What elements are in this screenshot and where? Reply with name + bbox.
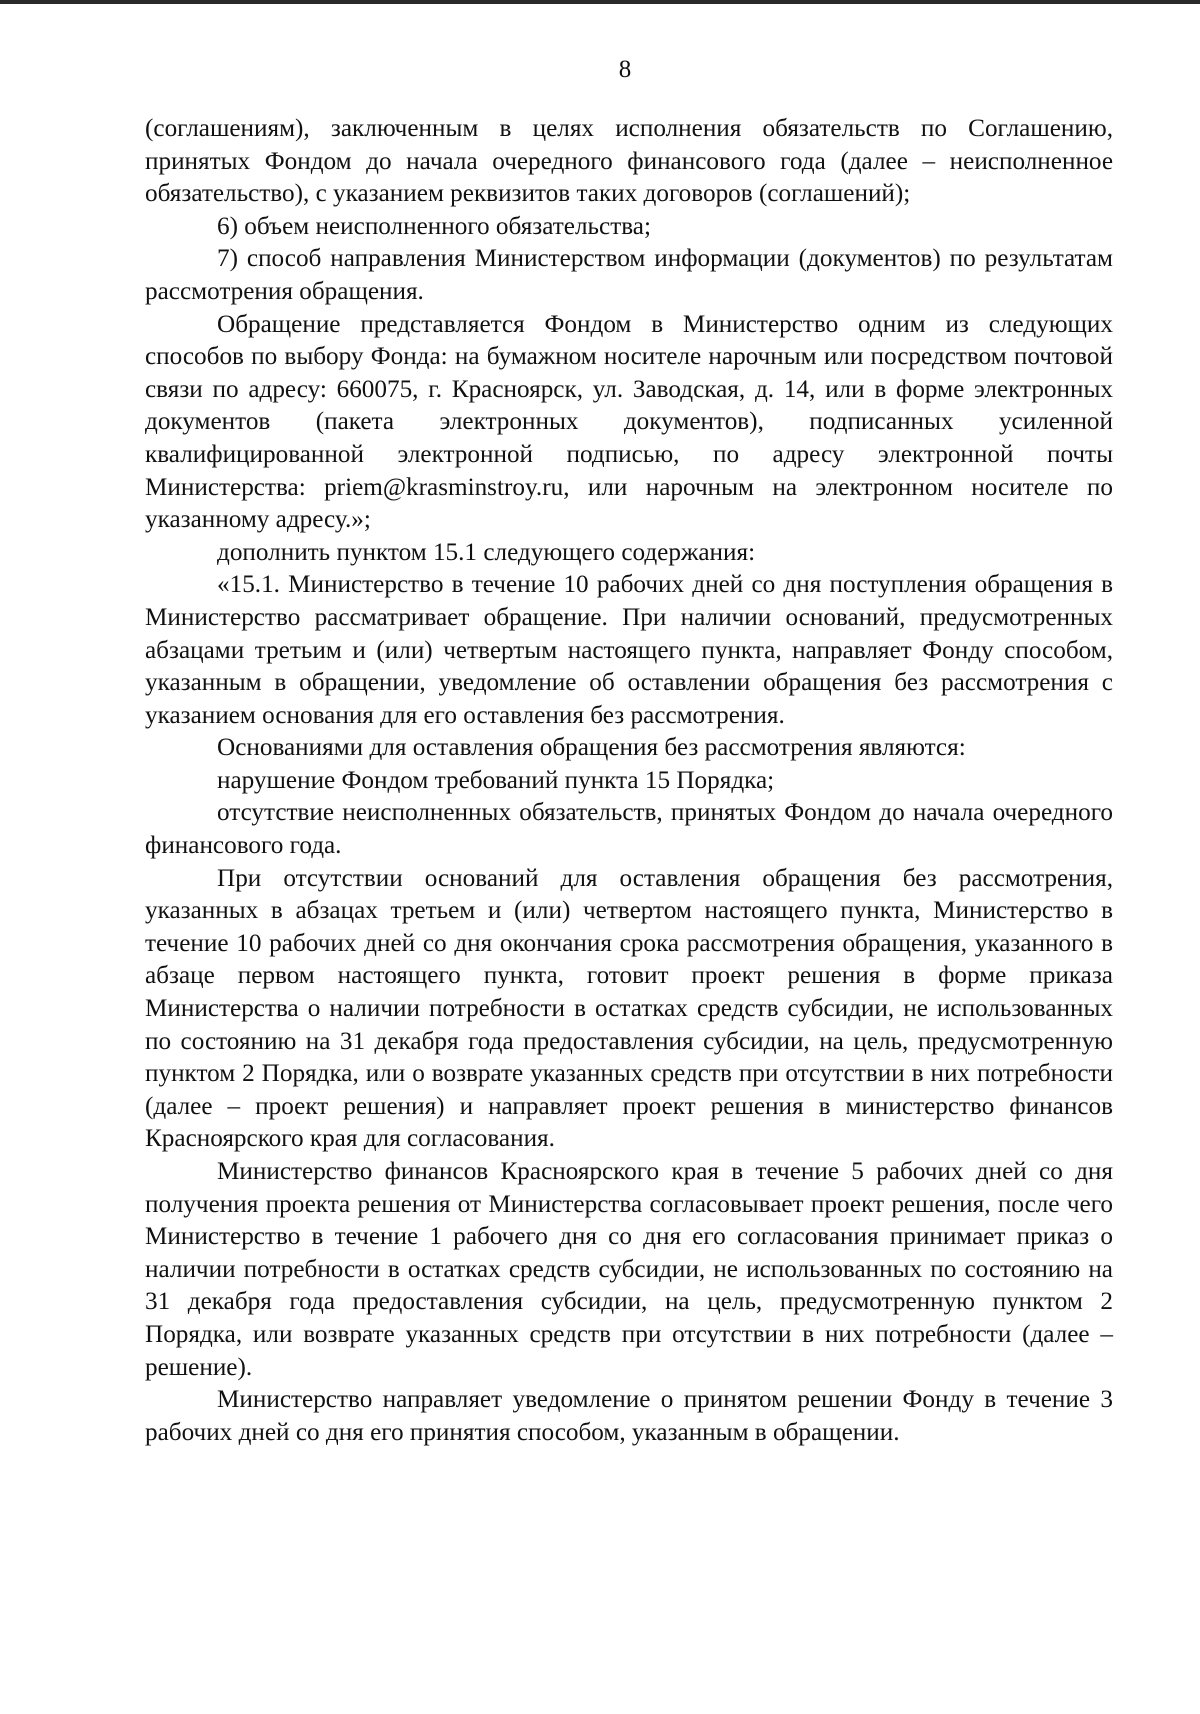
paragraph-notification: Министерство направляет уведомление о принятом решении Фонду в течение 3 рабочих дней со дня его принятия способом, указанным в обращении.	[145, 1386, 1113, 1446]
scan-top-edge	[0, 0, 1200, 4]
paragraph-item-6: 6) объем неисполненного обязательства;	[217, 212, 651, 240]
paragraph-amendment-intro: дополнить пунктом 15.1 следующего содержания:	[217, 538, 756, 566]
paragraph-grounds-heading: Основаниями для оставления обращения без рассмотрения являются:	[217, 734, 966, 762]
paragraph-ground-2: отсутствие неисполненных обязательств, принятых Фондом до начала очередного финансового года.	[145, 799, 1113, 860]
paragraph-item-7: 7) способ направления Министерством информации (документов) по результатам рассмотрения обращения.	[145, 245, 1113, 305]
paragraph-submission-methods: Обращение представляется Фондом в Министерство одним из следующих способов по выбору Фонда: на бумажном носителе нарочным или посредством почтовой связи по адресу: 660075, г. Красноярск, ул. Заводская, д. 14, или в форме электронных документов (пакета электронных документов), подписанных усиленной квалифицированной электронной подписью, по адресу электронной почты Министерства: priem@krasminstroy.ru, или нарочным на электронном носителе по указанному адресу.»;	[145, 310, 1113, 534]
paragraph-continuation: (соглашениям), заключенным в целях исполнения обязательств по Соглашению, принятых Фондом до начала очередного финансового года (далее – неисполненное обязательство), с указанием реквизитов таких договоров (соглашений);	[145, 115, 1113, 208]
paragraph-draft-decision: При отсутствии оснований для оставления обращения без рассмотрения, указанных в абзацах третьем и (или) четвертом настоящего пункта, Министерство в течение 10 рабочих дней со дня окончания срока рассмотрения обращения, указанного в абзаце первом настоящего пункта, готовит проект решения в форме приказа Министерства о наличии потребности в остатках средств субсидии, не использованных по состоянию на 31 декабря года предоставления субсидии, на цель, предусмотренную пунктом 2 Порядка, или о возврате указанных средств при отсутствии в них потребности (далее – проект решения) и направляет проект решения в министерство финансов Красноярского края для согласования.	[145, 864, 1113, 1153]
paragraph-finance-approval: Министерство финансов Красноярского края в течение 5 рабочих дней со дня получения проекта решения от Министерства согласовывает проект решения, после чего Министерство в течение 1 рабочего дня со дня его согласования принимает приказ о наличии потребности в остатках средств субсидии, не использованных по состоянию на 31 декабря года предоставления субсидии, на цель, предусмотренную пунктом 2 Порядка, или возврате указанных средств при отсутствии в них потребности (далее – решение).	[145, 1158, 1113, 1381]
document-body	[145, 113, 1113, 1449]
paragraph-clause-15-1: «15.1. Министерство в течение 10 рабочих дней со дня поступления обращения в Министерство рассматривает обращение. При наличии оснований, предусмотренных абзацами третьим и (или) четвертым настоящего пункта, направляет Фонду способом, указанным в обращении, уведомление об оставлении обращения без рассмотрения с указанием основания для его оставления без рассмотрения.	[145, 571, 1113, 729]
page-number: 8	[618, 56, 632, 83]
paragraph-ground-1: нарушение Фондом требований пункта 15 Порядка;	[217, 766, 775, 794]
